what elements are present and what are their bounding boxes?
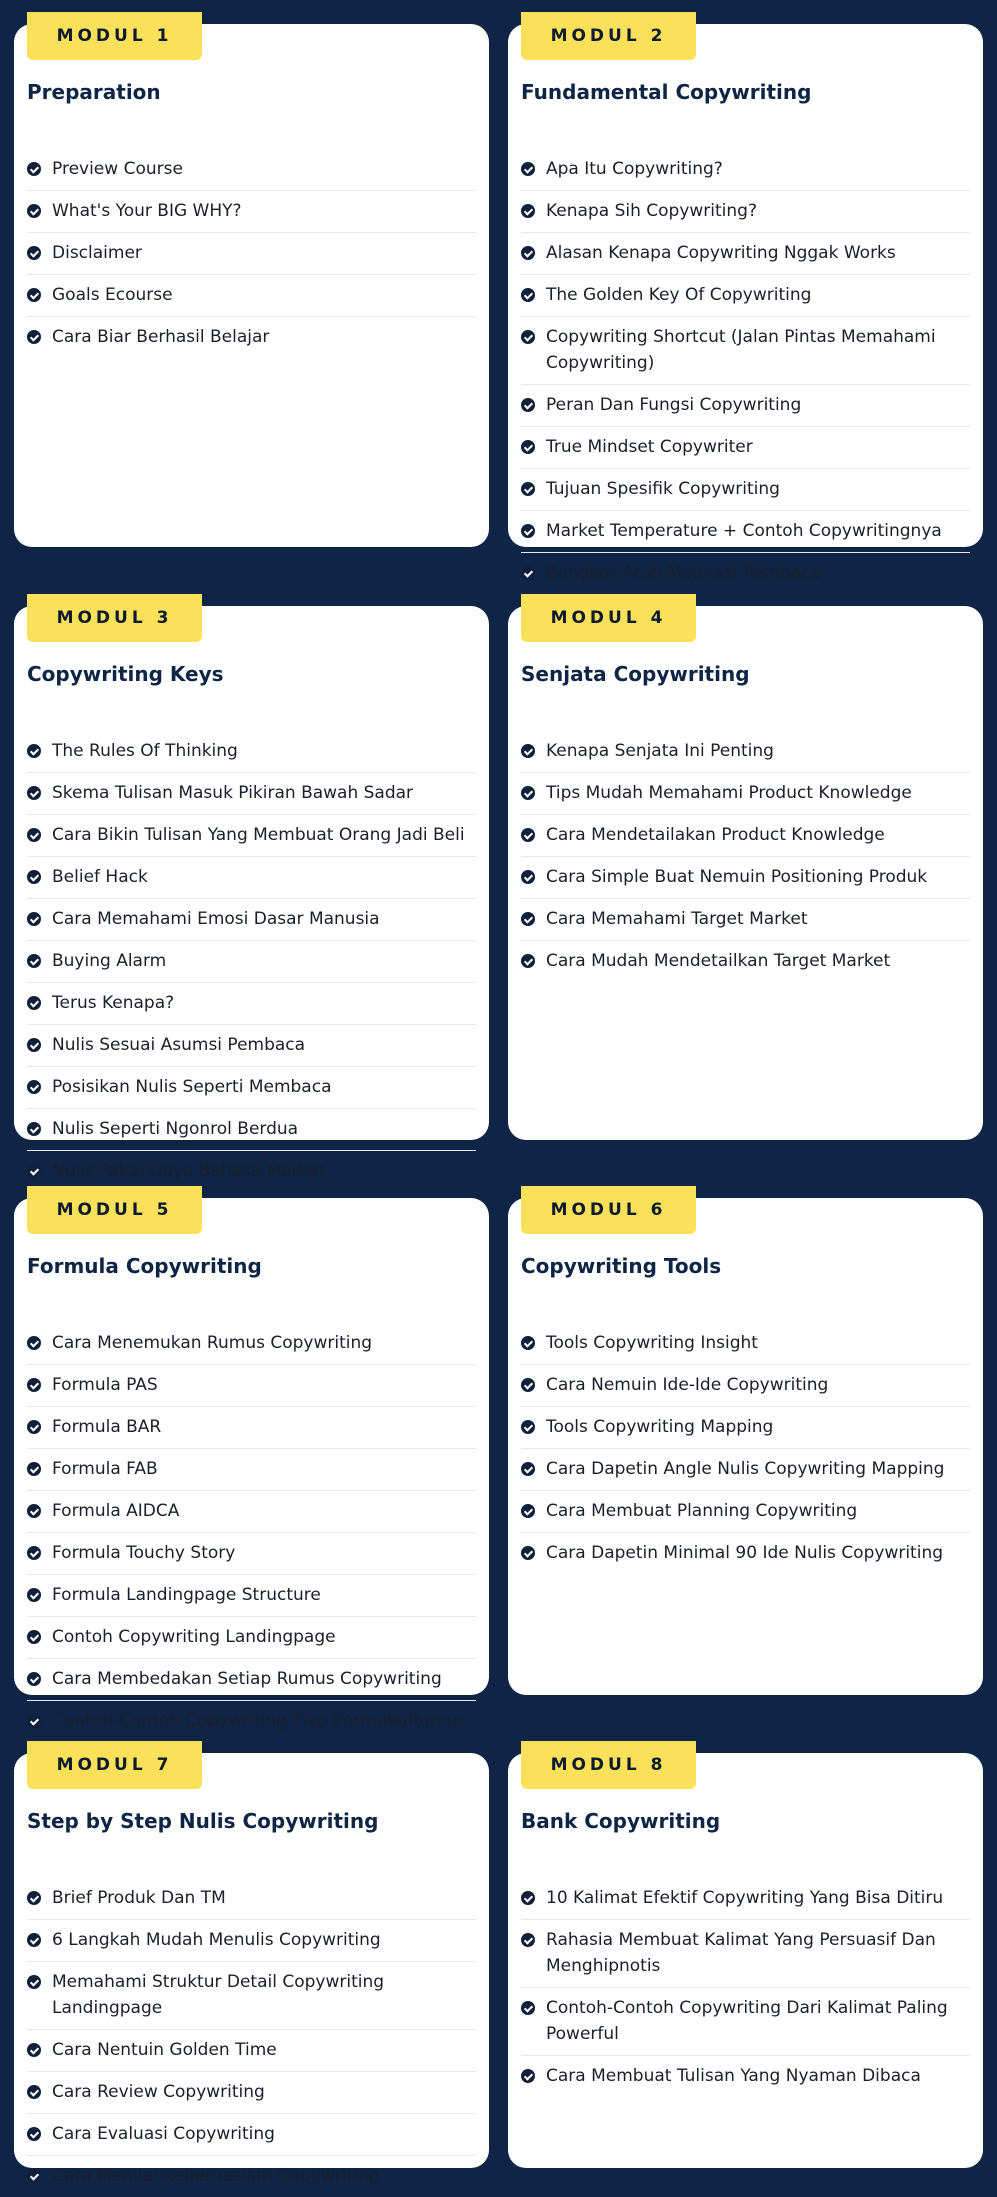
lesson-label: Cara Membuat Tulisan Yang Nyaman Dibaca xyxy=(546,2066,921,2086)
check-circle-icon xyxy=(27,1336,41,1350)
check-circle-icon xyxy=(27,1504,41,1518)
lesson-label: Kenapa Sih Copywriting? xyxy=(546,201,757,221)
check-circle-icon xyxy=(521,870,535,884)
check-circle-icon xyxy=(27,288,41,302)
module-card-8 xyxy=(508,1753,983,2168)
check-circle-icon xyxy=(521,1504,535,1518)
check-circle-icon xyxy=(27,2127,41,2141)
module-badge: MODUL 4 xyxy=(521,594,696,642)
module-title: Copywriting Tools xyxy=(521,1254,722,1278)
lesson-label: Cara Nentuin Golden Time xyxy=(52,2040,277,2060)
lesson-label: Cara Mudah Mendetailkan Target Market xyxy=(546,951,891,971)
lesson-item xyxy=(521,1988,970,2056)
lesson-label: Cara Membedakan Setiap Rumus Copywriting xyxy=(52,1669,442,1689)
lesson-list xyxy=(27,149,476,358)
check-circle-icon xyxy=(521,204,535,218)
lesson-item xyxy=(27,941,476,983)
lesson-item xyxy=(521,2056,970,2097)
lesson-item xyxy=(521,857,970,899)
lesson-label: Peran Dan Fungsi Copywriting xyxy=(546,395,802,415)
lesson-item xyxy=(27,1533,476,1575)
module-card-3 xyxy=(14,606,489,1181)
module-title: Bank Copywriting xyxy=(521,1809,721,1833)
check-circle-icon xyxy=(27,954,41,968)
lesson-item xyxy=(27,1067,476,1109)
lesson-label: Tips Mudah Memahami Product Knowledge xyxy=(546,783,912,803)
check-circle-icon xyxy=(521,524,535,538)
lesson-label: Preview Course xyxy=(52,159,183,179)
check-circle-icon xyxy=(27,744,41,758)
module-card-6 xyxy=(508,1198,983,1695)
check-circle-icon xyxy=(27,2169,41,2183)
module-title: Formula Copywriting xyxy=(27,1254,262,1278)
lesson-label: Cara Membuat Planning Copywriting xyxy=(546,1501,858,1521)
lesson-item xyxy=(521,1920,970,1988)
lesson-item xyxy=(521,1533,970,1574)
check-circle-icon xyxy=(521,1462,535,1476)
lesson-item xyxy=(27,1659,476,1701)
check-circle-icon xyxy=(521,1933,535,1947)
module-badge: MODUL 5 xyxy=(27,1186,202,1234)
check-circle-icon xyxy=(27,912,41,926)
check-circle-icon xyxy=(27,1462,41,1476)
lesson-label: Cara Mendetailakan Product Knowledge xyxy=(546,825,885,845)
lesson-label: Buying Alarm xyxy=(52,951,167,971)
lesson-label: Nulis Sesuai Asumsi Pembaca xyxy=(52,1035,306,1055)
lesson-item xyxy=(521,1365,970,1407)
module-badge: MODUL 1 xyxy=(27,12,202,60)
lesson-label: Formula PAS xyxy=(52,1375,158,1395)
lesson-item xyxy=(27,1920,476,1962)
module-title: Copywriting Keys xyxy=(27,662,224,686)
lesson-label: Kenapa Senjata Ini Penting xyxy=(546,741,774,761)
lesson-item xyxy=(521,191,970,233)
check-circle-icon xyxy=(27,828,41,842)
lesson-label: Apa Itu Copywriting? xyxy=(546,159,723,179)
lesson-label: Copywriting Shortcut (Jalan Pintas Memahami Copywriting) xyxy=(546,327,936,373)
lesson-item xyxy=(27,149,476,191)
lesson-item xyxy=(27,1109,476,1151)
lesson-item xyxy=(27,1962,476,2030)
lesson-label: Formula BAR xyxy=(52,1417,162,1437)
check-circle-icon xyxy=(521,1546,535,1560)
check-circle-icon xyxy=(27,1891,41,1905)
lesson-label: Cara Bikin Tulisan Yang Membuat Orang Jadi Beli xyxy=(52,825,465,845)
lesson-item xyxy=(521,511,970,553)
lesson-item xyxy=(521,1407,970,1449)
check-circle-icon xyxy=(521,440,535,454)
lesson-list xyxy=(27,1878,476,2197)
lesson-label: Formula Touchy Story xyxy=(52,1543,236,1563)
check-circle-icon xyxy=(27,786,41,800)
check-circle-icon xyxy=(521,1378,535,1392)
lesson-list xyxy=(521,1878,970,2097)
lesson-label: Cara Dapetin Angle Nulis Copywriting Mapping xyxy=(546,1459,945,1479)
lesson-item xyxy=(27,1407,476,1449)
check-circle-icon xyxy=(521,288,535,302)
lesson-label: Memahami Struktur Detail Copywriting Landingpage xyxy=(52,1972,385,2018)
module-card-1 xyxy=(14,24,489,547)
check-circle-icon xyxy=(27,246,41,260)
lesson-item xyxy=(27,1025,476,1067)
lesson-item xyxy=(521,731,970,773)
lesson-item xyxy=(27,1617,476,1659)
lesson-label: Rahasia Membuat Kalimat Yang Persuasif Dan Menghipnotis xyxy=(546,1930,936,1976)
check-circle-icon xyxy=(521,2001,535,2015)
check-circle-icon xyxy=(27,204,41,218)
lesson-label: Bongkar Arah Motivasi Pembaca xyxy=(546,563,821,583)
lesson-item xyxy=(521,1449,970,1491)
check-circle-icon xyxy=(27,330,41,344)
lesson-item xyxy=(521,1878,970,1920)
lesson-label: Cara Dapetin Minimal 90 Ide Nulis Copywriting xyxy=(546,1543,944,1563)
lesson-item xyxy=(521,427,970,469)
lesson-item xyxy=(27,815,476,857)
lesson-label: What's Your BIG WHY? xyxy=(52,201,242,221)
lesson-item xyxy=(521,1323,970,1365)
module-title: Step by Step Nulis Copywriting xyxy=(27,1809,379,1833)
check-circle-icon xyxy=(27,1080,41,1094)
lesson-label: 6 Langkah Mudah Menulis Copywriting xyxy=(52,1930,381,1950)
check-circle-icon xyxy=(521,566,535,580)
check-circle-icon xyxy=(521,828,535,842)
lesson-item xyxy=(521,899,970,941)
lesson-label: Posisikan Nulis Seperti Membaca xyxy=(52,1077,332,1097)
check-circle-icon xyxy=(27,870,41,884)
lesson-list xyxy=(27,1323,476,1742)
lesson-item xyxy=(521,941,970,982)
check-circle-icon xyxy=(521,398,535,412)
lesson-item xyxy=(27,2072,476,2114)
check-circle-icon xyxy=(27,996,41,1010)
lesson-item xyxy=(27,983,476,1025)
lesson-item xyxy=(27,731,476,773)
module-card-7 xyxy=(14,1753,489,2186)
lesson-item xyxy=(27,1365,476,1407)
lesson-label: The Rules Of Thinking xyxy=(52,741,238,761)
lesson-item xyxy=(521,275,970,317)
lesson-label: Cara Menemukan Rumus Copywriting xyxy=(52,1333,373,1353)
lesson-label: Cara Simple Buat Nemuin Positioning Produk xyxy=(546,867,928,887)
check-circle-icon xyxy=(27,1164,41,1178)
lesson-list xyxy=(27,731,476,1192)
lesson-label: Cara Review Copywriting xyxy=(52,2082,265,2102)
module-title: Fundamental Copywriting xyxy=(521,80,812,104)
lesson-label: True Mindset Copywriter xyxy=(546,437,753,457)
lesson-item xyxy=(521,815,970,857)
lesson-label: Contoh Copywriting Landingpage xyxy=(52,1627,336,1647)
check-circle-icon xyxy=(521,1420,535,1434)
lesson-label: Skema Tulisan Masuk Pikiran Bawah Sadar xyxy=(52,783,414,803)
lesson-item xyxy=(27,191,476,233)
lesson-list xyxy=(521,731,970,982)
lesson-label: Cara Nemuin Ide-Ide Copywriting xyxy=(546,1375,829,1395)
check-circle-icon xyxy=(27,1672,41,1686)
lesson-label: Formula AIDCA xyxy=(52,1501,180,1521)
module-card-2 xyxy=(508,24,983,583)
lesson-item xyxy=(27,1575,476,1617)
module-badge: MODUL 8 xyxy=(521,1741,696,1789)
check-circle-icon xyxy=(521,912,535,926)
lesson-label: Terus Kenapa? xyxy=(52,993,175,1013)
check-circle-icon xyxy=(521,482,535,496)
check-circle-icon xyxy=(27,2043,41,2057)
lesson-label: Nulis Pakai Gaya Bahasa Market xyxy=(52,1161,326,1181)
lesson-label: Formula FAB xyxy=(52,1459,158,1479)
check-circle-icon xyxy=(27,1420,41,1434)
check-circle-icon xyxy=(521,1891,535,1905)
check-circle-icon xyxy=(27,2085,41,2099)
check-circle-icon xyxy=(27,1122,41,1136)
lesson-item xyxy=(521,469,970,511)
check-circle-icon xyxy=(521,954,535,968)
check-circle-icon xyxy=(521,1336,535,1350)
lesson-label: Contoh-Contoh Copywriting Dari Kalimat Paling Powerful xyxy=(546,1998,948,2044)
check-circle-icon xyxy=(521,246,535,260)
module-badge: MODUL 7 xyxy=(27,1741,202,1789)
lesson-label: Market Temperature + Contoh Copywritingnya xyxy=(546,521,942,541)
lesson-list xyxy=(521,149,970,594)
check-circle-icon xyxy=(521,786,535,800)
check-circle-icon xyxy=(27,1975,41,1989)
lesson-item xyxy=(521,149,970,191)
lesson-label: The Golden Key Of Copywriting xyxy=(546,285,812,305)
lesson-label: Brief Produk Dan TM xyxy=(52,1888,226,1908)
lesson-label: Nulis Seperti Ngonrol Berdua xyxy=(52,1119,299,1139)
module-card-4 xyxy=(508,606,983,1140)
lesson-item xyxy=(27,1449,476,1491)
lesson-item xyxy=(521,385,970,427)
lesson-item xyxy=(27,2156,476,2197)
check-circle-icon xyxy=(27,1378,41,1392)
check-circle-icon xyxy=(27,1630,41,1644)
check-circle-icon xyxy=(521,162,535,176)
lesson-item xyxy=(27,773,476,815)
lesson-label: Cara Memahami Emosi Dasar Manusia xyxy=(52,909,380,929)
lesson-label: Goals Ecourse xyxy=(52,285,173,305)
lesson-label: Disclaimer xyxy=(52,243,142,263)
module-title: Senjata Copywriting xyxy=(521,662,750,686)
check-circle-icon xyxy=(27,1546,41,1560)
check-circle-icon xyxy=(27,162,41,176)
lesson-label: Contoh-Contoh Copywriting Tiap Formula/Rumus xyxy=(52,1711,467,1731)
lesson-item xyxy=(27,1701,476,1742)
lesson-item xyxy=(521,317,970,385)
check-circle-icon xyxy=(27,1714,41,1728)
lesson-list xyxy=(521,1323,970,1574)
lesson-label: Tools Copywriting Mapping xyxy=(546,1417,774,1437)
lesson-label: Tools Copywriting Insight xyxy=(546,1333,758,1353)
lesson-item xyxy=(27,1491,476,1533)
lesson-item xyxy=(521,1491,970,1533)
lesson-item xyxy=(27,2114,476,2156)
lesson-label: 10 Kalimat Efektif Copywriting Yang Bisa Ditiru xyxy=(546,1888,944,1908)
lesson-label: Cara Memahami Target Market xyxy=(546,909,808,929)
lesson-label: Belief Hack xyxy=(52,867,148,887)
check-circle-icon xyxy=(27,1038,41,1052)
lesson-label: Cara Evaluasi Copywriting xyxy=(52,2124,275,2144)
module-badge: MODUL 6 xyxy=(521,1186,696,1234)
lesson-item xyxy=(27,857,476,899)
lesson-label: Formula Landingpage Structure xyxy=(52,1585,321,1605)
lesson-label: Tujuan Spesifik Copywriting xyxy=(546,479,780,499)
lesson-item xyxy=(27,233,476,275)
lesson-item xyxy=(521,553,970,594)
check-circle-icon xyxy=(521,2069,535,2083)
lesson-item xyxy=(27,1323,476,1365)
module-card-5 xyxy=(14,1198,489,1731)
check-circle-icon xyxy=(521,330,535,344)
lesson-item xyxy=(27,275,476,317)
lesson-item xyxy=(521,773,970,815)
lesson-item xyxy=(27,317,476,358)
check-circle-icon xyxy=(27,1588,41,1602)
lesson-item xyxy=(27,1878,476,1920)
module-title: Preparation xyxy=(27,80,161,104)
check-circle-icon xyxy=(27,1933,41,1947)
module-badge: MODUL 2 xyxy=(521,12,696,60)
lesson-item xyxy=(521,233,970,275)
lesson-item xyxy=(27,899,476,941)
lesson-label: Cara Menilai Keberhasilan Copywriting xyxy=(52,2166,380,2186)
module-badge: MODUL 3 xyxy=(27,594,202,642)
lesson-label: Alasan Kenapa Copywriting Nggak Works xyxy=(546,243,896,263)
lesson-item xyxy=(27,2030,476,2072)
check-circle-icon xyxy=(521,744,535,758)
lesson-label: Cara Biar Berhasil Belajar xyxy=(52,327,270,347)
